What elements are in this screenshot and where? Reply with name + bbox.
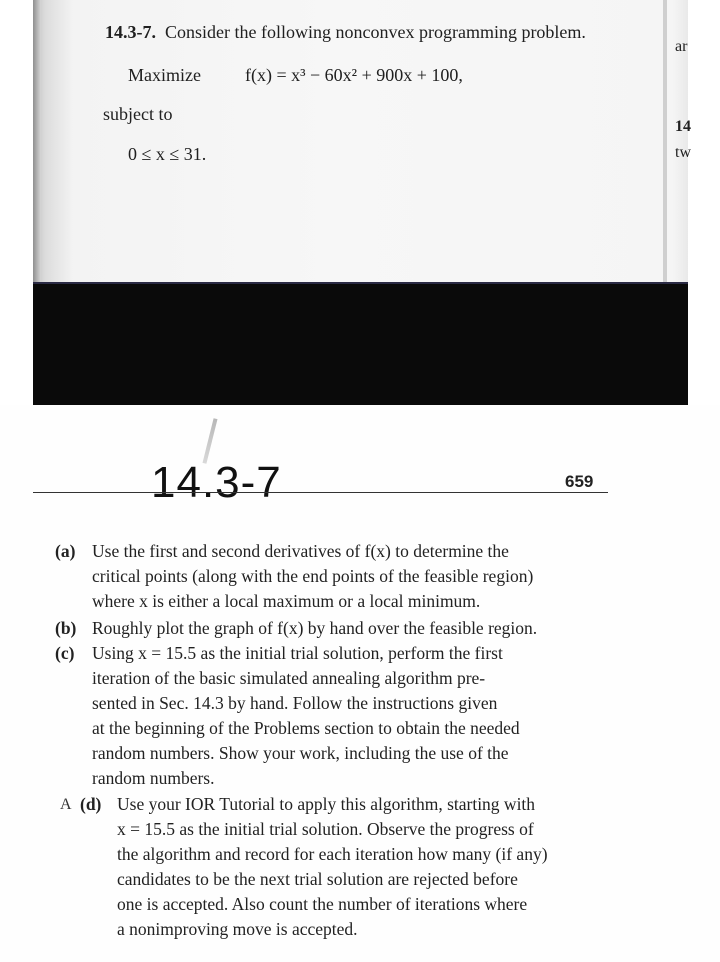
part-d-line-4: candidates to be the next trial solution are rejected before (117, 869, 518, 889)
part-d-line-2: x = 15.5 as the initial trial solution. Observe the progress of (117, 819, 534, 839)
part-a-label: (a) (55, 541, 76, 561)
top-page-photo (33, 0, 691, 405)
part-d-label: (d) (80, 794, 102, 814)
part-c-line-6: random numbers. (92, 768, 215, 788)
page-gutter (663, 0, 667, 282)
part-b-line-1: Roughly plot the graph of f(x) by hand over the feasible region. (92, 618, 538, 638)
part-d-line-3: the algorithm and record for each iteration how many (if any) (117, 844, 548, 864)
part-c-line-4: at the beginning of the Problems section to obtain the needed (92, 718, 520, 738)
part-b-label: (b) (55, 618, 77, 638)
handwritten-problem-label: 14.3-7 (151, 458, 282, 507)
header-rule (33, 492, 608, 493)
constraint: 0 ≤ x ≤ 31. (128, 144, 207, 164)
top-page-paper (33, 0, 691, 284)
part-d-line-6: a nonimproving move is accepted. (117, 919, 358, 939)
problem-intro: Consider the following nonconvex programming problem. (165, 22, 586, 42)
part-c-line-1: Using x = 15.5 as the initial trial solution, perform the first (92, 643, 503, 663)
part-a-line-1: Use the first and second derivatives of f(x) to determine the (92, 541, 509, 561)
margin-text-1: ar (675, 38, 688, 55)
problem-number: 14.3-7. (105, 22, 156, 42)
part-a-line-3: where x is either a local maximum or a local minimum. (92, 591, 481, 611)
part-c-line-5: random numbers. Show your work, including the use of the (92, 743, 509, 763)
part-d-tutorial-marker: A (60, 796, 72, 813)
part-a-line-2: critical points (along with the end points of the feasible region) (92, 566, 534, 586)
margin-text-2: 14 (675, 118, 691, 135)
part-c-label: (c) (55, 643, 75, 663)
page-number: 659 (565, 472, 594, 491)
objective-label: Maximize (128, 65, 201, 85)
part-d-line-1: Use your IOR Tutorial to apply this algorithm, starting with (117, 794, 536, 814)
objective-function: f(x) = x³ − 60x² + 900x + 100, (245, 65, 463, 85)
part-c-line-2: iteration of the basic simulated annealing algorithm pre- (92, 668, 486, 688)
subject-to-label: subject to (103, 104, 173, 124)
book-spine-shadow (33, 0, 41, 282)
margin-text-3: tw (675, 144, 691, 161)
part-c-line-3: sented in Sec. 14.3 by hand. Follow the instructions given (92, 693, 498, 713)
part-d-line-5: one is accepted. Also count the number of iterations where (117, 894, 528, 914)
